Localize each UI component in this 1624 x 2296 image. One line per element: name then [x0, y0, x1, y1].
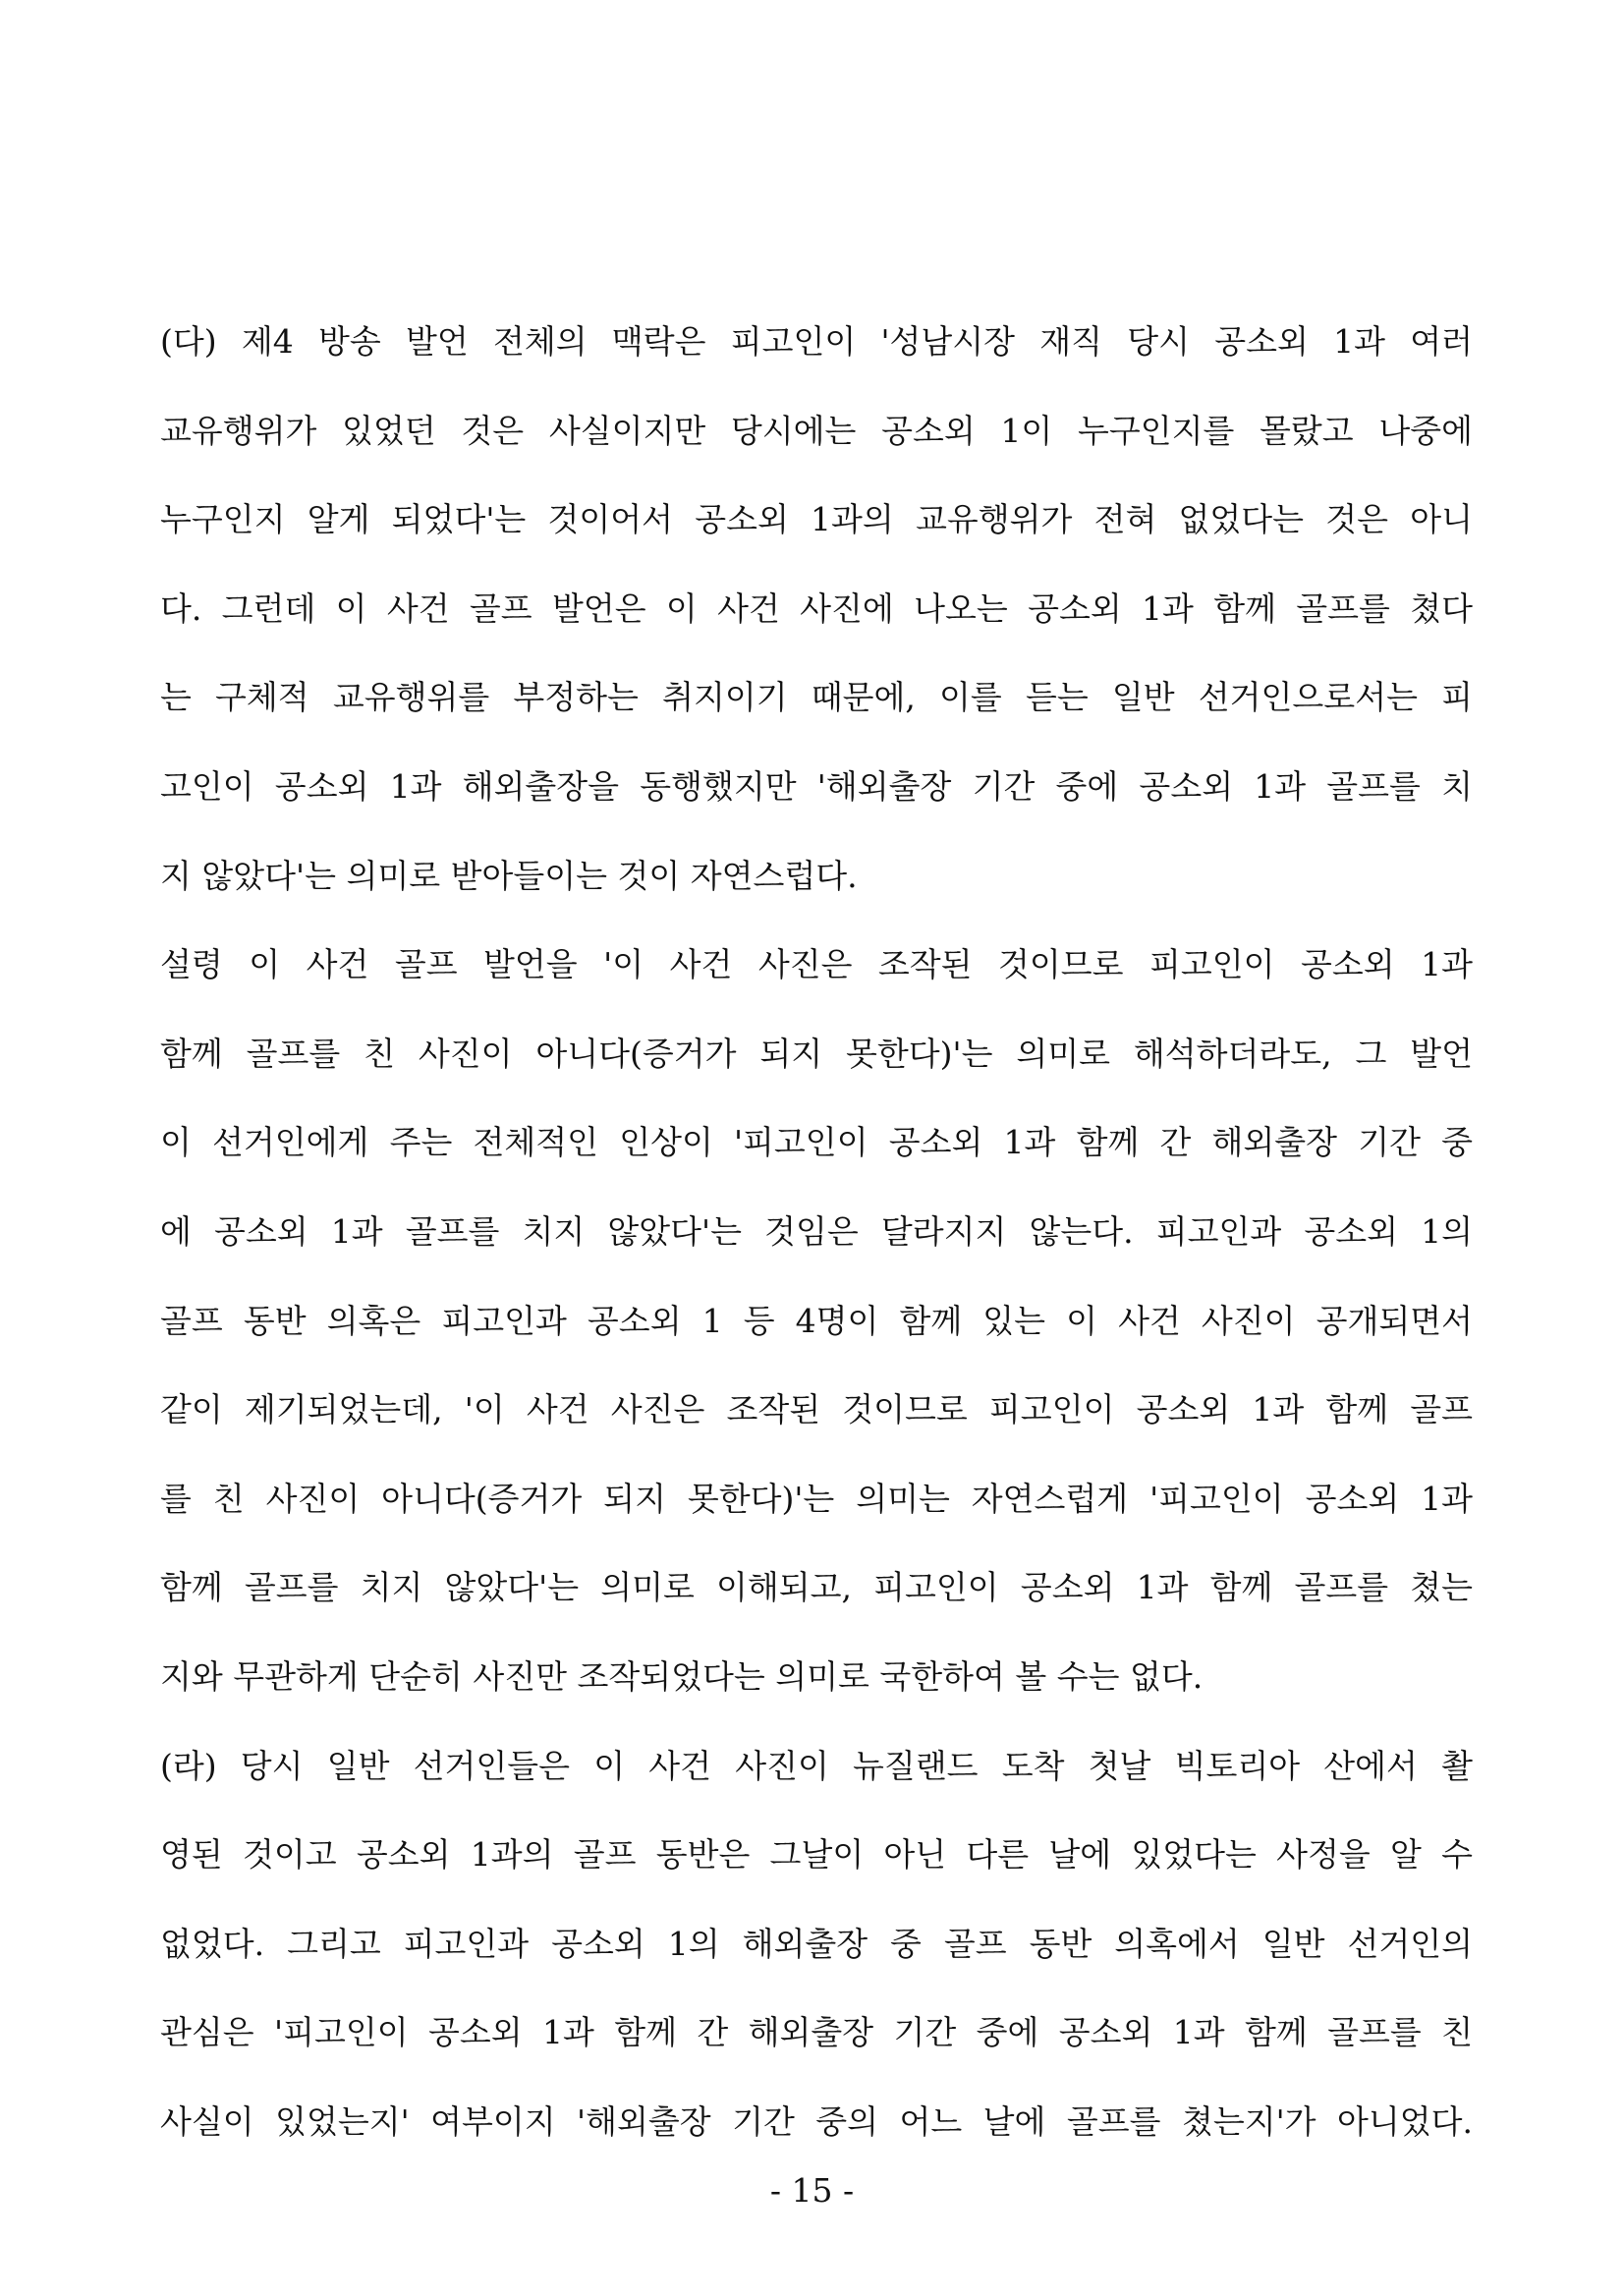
text-line: 관심은 '피고인이 공소외 1과 함께 간 해외출장 기간 중에 공소외 1과 함께 골프를 친: [160, 2013, 1473, 2051]
text-line: 누구인지 알게 되었다'는 것이어서 공소외 1과의 교유행위가 전혀 없었다는 것은 아니: [160, 500, 1473, 538]
text-line: 교유행위가 있었던 것은 사실이지만 당시에는 공소외 1이 누구인지를 몰랐고 나중에: [160, 412, 1473, 450]
text-line: 이 선거인에게 주는 전체적인 인상이 '피고인이 공소외 1과 함께 간 해외출장 기간 중: [160, 1123, 1473, 1161]
text-line: 지 않았다'는 의미로 받아들이는 것이 자연스럽다.: [160, 857, 858, 895]
text-line: 를 친 사진이 아니다(증거가 되지 못한다)'는 의미는 자연스럽게 '피고인이 공소외 1과: [160, 1480, 1473, 1518]
text-line: 없었다. 그리고 피고인과 공소외 1의 해외출장 중 골프 동반 의혹에서 일반 선거인의: [160, 1925, 1473, 1963]
text-line: 에 공소외 1과 골프를 치지 않았다'는 것임은 달라지지 않는다. 피고인과 공소외 1의: [160, 1212, 1473, 1251]
text-line: 같이 제기되었는데, '이 사건 사진은 조작된 것이므로 피고인이 공소외 1과 함께 골프: [160, 1390, 1473, 1428]
text-line: 설령 이 사건 골프 발언을 '이 사건 사진은 조작된 것이므로 피고인이 공소외 1과: [160, 945, 1473, 983]
text-line: 지와 무관하게 단순히 사진만 조작되었다는 의미로 국한하여 볼 수는 없다.: [160, 1657, 1204, 1696]
text-line: (다) 제4 방송 발언 전체의 맥락은 피고인이 '성남시장 재직 당시 공소외 1과 여러: [160, 322, 1473, 361]
text-line: 함께 골프를 친 사진이 아니다(증거가 되지 못한다)'는 의미로 해석하더라도, 그 발언: [160, 1035, 1473, 1073]
text-line: 고인이 공소외 1과 해외출장을 동행했지만 '해외출장 기간 중에 공소외 1과 골프를 치: [160, 767, 1473, 806]
page-number: - 15 -: [769, 2171, 855, 2210]
text-line: 다. 그런데 이 사건 골프 발언은 이 사건 사진에 나오는 공소외 1과 함께 골프를 쳤다: [160, 589, 1473, 628]
text-line: 는 구체적 교유행위를 부정하는 취지이기 때문에, 이를 듣는 일반 선거인으로서는 피: [160, 678, 1473, 716]
text-line: (라) 당시 일반 선거인들은 이 사건 사진이 뉴질랜드 도착 첫날 빅토리아 산에서 촬: [160, 1747, 1473, 1785]
text-line: 사실이 있었는지' 여부이지 '해외출장 기간 중의 어느 날에 골프를 쳤는지'가 아니었다.: [160, 2102, 1473, 2141]
text-line: 함께 골프를 치지 않았다'는 의미로 이해되고, 피고인이 공소외 1과 함께 골프를 쳤는: [160, 1568, 1473, 1606]
text-line: 골프 동반 의혹은 피고인과 공소외 1 등 4명이 함께 있는 이 사건 사진이 공개되면서: [160, 1302, 1473, 1340]
text-line: 영된 것이고 공소외 1과의 골프 동반은 그날이 아닌 다른 날에 있었다는 사정을 알 수: [160, 1835, 1473, 1874]
